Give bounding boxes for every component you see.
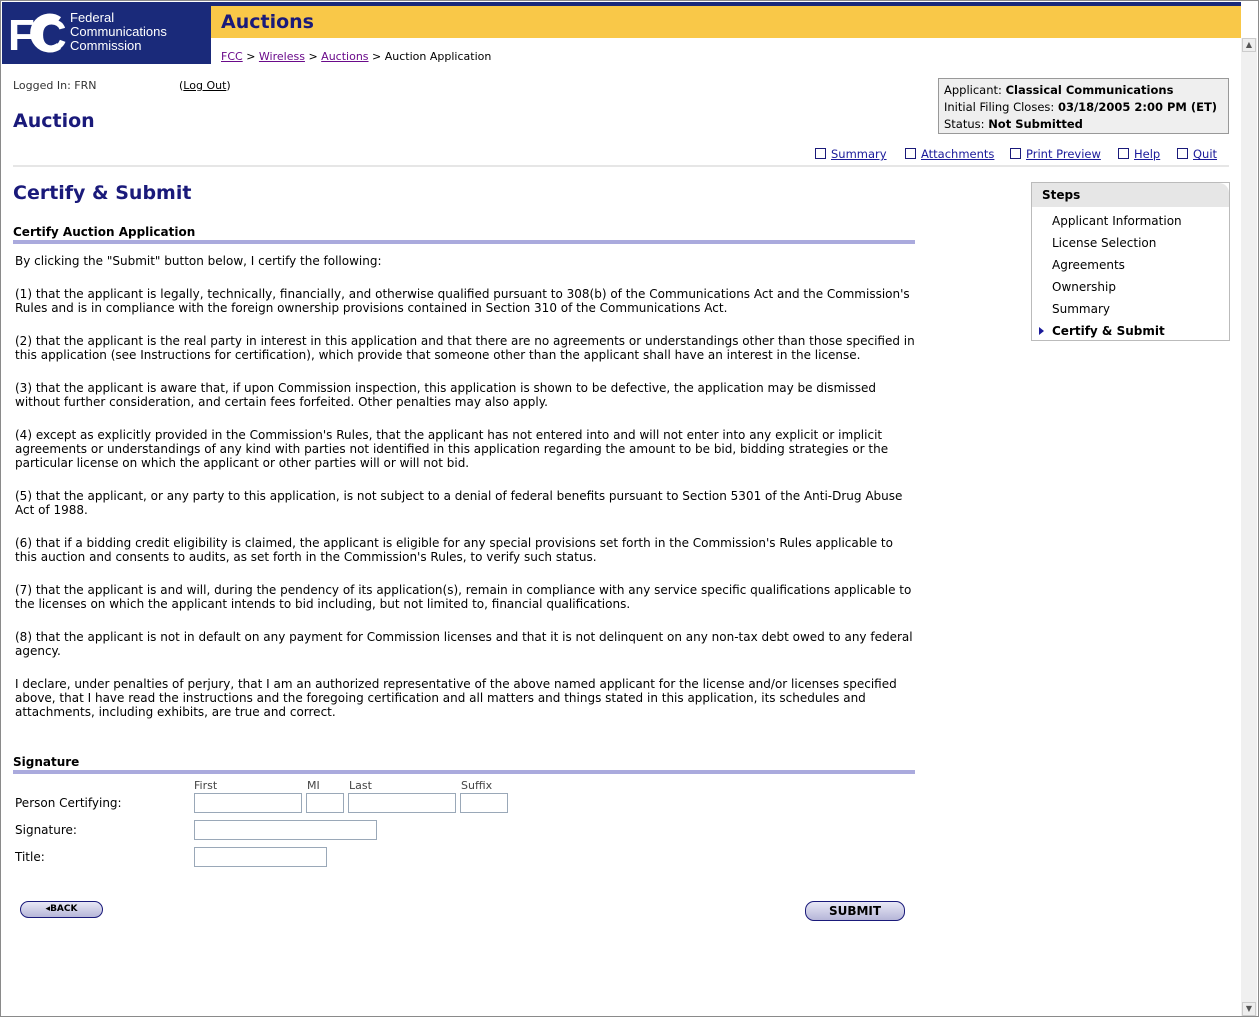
logout: (Log Out) xyxy=(179,79,231,92)
logout-link[interactable]: Log Out xyxy=(183,79,227,92)
filing-close-date: 03/18/2005 2:00 PM (ET) xyxy=(1057,100,1218,114)
breadcrumb-wireless[interactable]: Wireless xyxy=(258,50,305,63)
summary-toolbar-item xyxy=(815,147,887,161)
mi-label: MI xyxy=(307,779,320,792)
applicant-info-box: Applicant: Classical Communications Initial Filing Closes: 03/18/2005 2:00 PM (ET) Status: Not Submitted xyxy=(938,78,1229,134)
summary-link[interactable]: Summary xyxy=(831,147,887,161)
submit-button[interactable]: SUBMIT xyxy=(805,901,905,921)
breadcrumb: FCC > Wireless > Auctions > Auction Application xyxy=(221,50,492,63)
title-label: Title: xyxy=(15,850,45,864)
scroll-down-arrow-icon[interactable]: ▼ xyxy=(1242,1002,1256,1016)
cert-declaration: I declare, under penalties of perjury, that I am an authorized representative of the above named applicant for the license and/or licenses specified above, that I have read the instructions and the foregoing certification and all matters and things stated in this application, its schedules and attachments, including exhibits, are true and correct. xyxy=(15,677,897,719)
section-title: Certify & Submit xyxy=(13,182,192,204)
first-name-input[interactable] xyxy=(194,793,302,813)
steps-panel xyxy=(1031,182,1230,341)
last-name-input[interactable] xyxy=(348,793,456,813)
page-title: Auction xyxy=(13,110,95,132)
header-divider xyxy=(13,165,1229,167)
cert-item-2: (2) that the applicant is the real party in interest in this application and that there are no agreements or understandings other than those specified in this application (see Instructions for certification), which provide that someone other than the applicant shall have an interest in the license. xyxy=(15,334,915,362)
cert-intro: By clicking the "Submit" button below, I certify the following: xyxy=(15,254,382,268)
cert-item-8: (8) that the applicant is not in default on any payment for Commission licenses and that it is not delinquent on any non-tax debt owed to any federal agency. xyxy=(15,630,913,658)
print-preview-toolbar-item xyxy=(1010,147,1101,161)
suffix-label: Suffix xyxy=(461,779,493,792)
certify-heading: Certify Auction Application xyxy=(13,225,915,239)
back-button[interactable]: ◂BACK xyxy=(20,901,103,918)
step-license-selection[interactable]: License Selection xyxy=(1052,236,1157,250)
person-certifying-label: Person Certifying: xyxy=(15,796,122,810)
quit-toolbar-item xyxy=(1177,147,1217,161)
status-value: Not Submitted xyxy=(988,117,1083,131)
attachments-toolbar-item xyxy=(905,147,994,161)
back-arrow-icon: ◂ xyxy=(45,904,51,914)
steps-list xyxy=(1032,210,1229,342)
cert-item-3: (3) that the applicant is aware that, if upon Commission inspection, this application is shown to be defective, the application may be dismissed without further consideration, and certain fees forfeited. Other penalties may also apply. xyxy=(15,381,877,409)
step-ownership[interactable]: Ownership xyxy=(1052,280,1116,294)
signature-heading: Signature xyxy=(13,755,915,769)
cert-item-1: (1) that the applicant is legally, technically, financially, and otherwise qualified pursuant to 308(b) of the Communications Act and the Commission's Rules and is in compliance with the foreign ownership provisions contained in Section 310 of the Communications Act. xyxy=(15,287,910,315)
steps-heading: Steps xyxy=(1032,183,1229,207)
breadcrumb-fcc[interactable]: FCC xyxy=(221,50,243,63)
first-name-label: First xyxy=(194,779,218,792)
mi-input[interactable] xyxy=(306,793,344,813)
step-summary[interactable]: Summary xyxy=(1052,302,1110,316)
signature-label: Signature: xyxy=(15,823,77,837)
suffix-input[interactable] xyxy=(460,793,508,813)
help-icon xyxy=(1118,148,1129,159)
signature-input[interactable] xyxy=(194,820,377,840)
cert-item-6: (6) that if a bidding credit eligibility is claimed, the applicant is eligible for any special provisions set forth in the Commission's Rules applicable to this auction and consents to audits, as set forth in the Commission's Rules, to verify such status. xyxy=(15,536,893,564)
signature-heading-rule xyxy=(13,770,915,774)
quit-icon xyxy=(1177,148,1188,159)
fcc-logo[interactable] xyxy=(2,2,202,64)
header-bar xyxy=(211,2,1241,38)
breadcrumb-current: Auction Application xyxy=(384,50,492,63)
fcc-logo-icon xyxy=(7,6,67,58)
attachments-link[interactable]: Attachments xyxy=(921,147,995,161)
help-link[interactable]: Help xyxy=(1134,147,1161,161)
applicant-name: Classical Communications xyxy=(1005,83,1174,97)
step-agreements[interactable]: Agreements xyxy=(1052,258,1125,272)
cert-item-4: (4) except as explicitly provided in the Commission's Rules, that the applicant has not entered into and will not enter into any explicit or implicit agreements or understandings of any kind with parties not identified in this application regarding the amount to be bid, bidding strategies or the particular license on which the applicant or other parties will or will not bid. xyxy=(15,428,889,470)
help-toolbar-item xyxy=(1118,147,1160,161)
cert-item-7: (7) that the applicant is and will, during the pendency of its application(s), remain in compliance with any service specific qualifications applicable to the licenses on which the applicant intends to bid including, but not limited to, financial qualifications. xyxy=(15,583,912,611)
attachments-icon xyxy=(905,148,916,159)
certify-heading-rule xyxy=(13,240,915,244)
svg-text:FC: FC xyxy=(8,11,67,58)
breadcrumb-auctions[interactable]: Auctions xyxy=(321,50,369,63)
cert-item-5: (5) that the applicant, or any party to this application, is not subject to a denial of federal benefits pursuant to Section 5301 of the Anti-Drug Abuse Act of 1988. xyxy=(15,489,903,517)
step-certify-submit[interactable]: Certify & Submit xyxy=(1032,320,1229,342)
current-step-arrow-icon xyxy=(1039,327,1044,335)
site-title: Auctions xyxy=(221,11,314,33)
vertical-scrollbar[interactable] xyxy=(1241,38,1257,1016)
title-input[interactable] xyxy=(194,847,327,867)
logged-in-text: Logged In: FRN xyxy=(13,79,97,92)
certification-text xyxy=(15,254,915,738)
scroll-up-arrow-icon[interactable]: ▲ xyxy=(1242,38,1256,52)
agency-name: Federal Communications Commission xyxy=(70,10,167,53)
print-preview-link[interactable]: Print Preview xyxy=(1026,147,1101,161)
printer-icon xyxy=(1010,148,1021,159)
last-name-label: Last xyxy=(349,779,372,792)
step-applicant-information[interactable]: Applicant Information xyxy=(1052,214,1182,228)
quit-link[interactable]: Quit xyxy=(1193,147,1218,161)
summary-icon xyxy=(815,148,826,159)
